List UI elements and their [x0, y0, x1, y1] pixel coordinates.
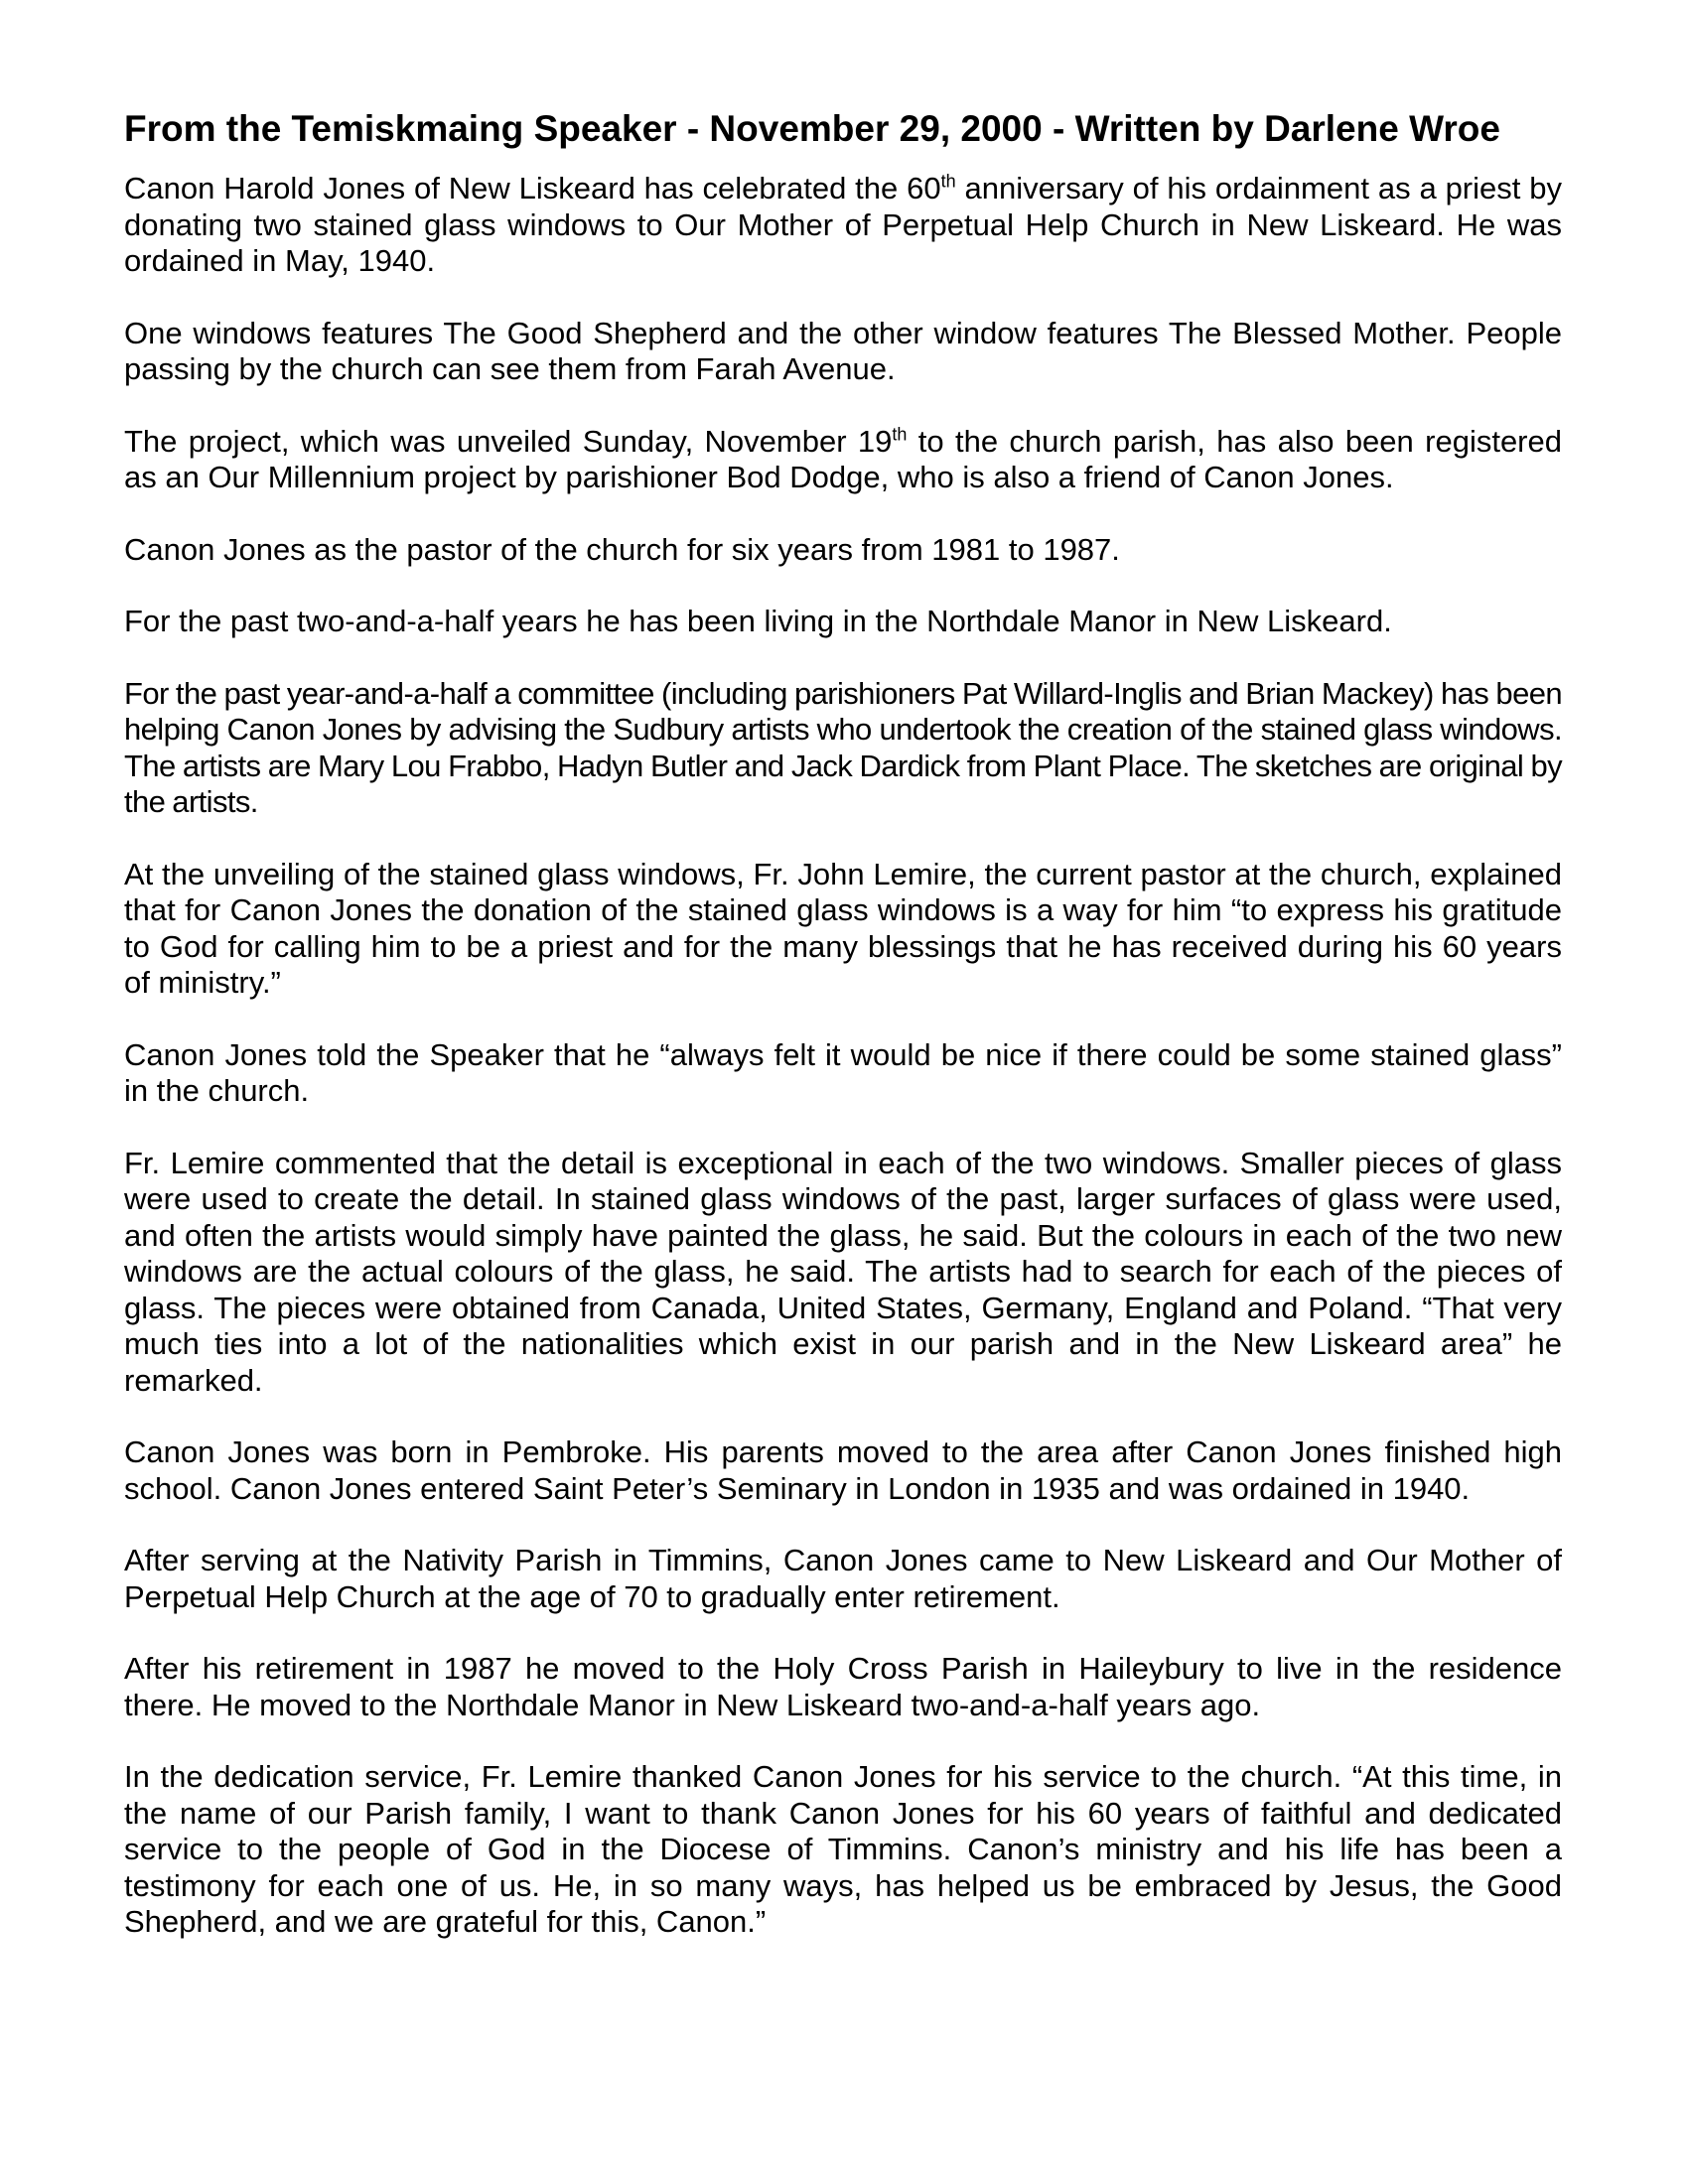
- paragraph-1-text-b: anniversary of his ordainment as a priest by donating two stained glass windows to Our Mother of Perpetual Help Church in New Liskeard. He was ordained in May, 1940.: [124, 171, 1562, 278]
- paragraph-1-text-a: Canon Harold Jones of New Liskeard has celebrated the 60: [124, 171, 941, 205]
- paragraph-3-text-b: to the church parish, has also been registered as an Our Millennium project by parishioner Bod Dodge, who is also a friend of Canon Jones.: [124, 423, 1562, 494]
- paragraph-13: In the dedication service, Fr. Lemire thanked Canon Jones for his service to the church. “At this time, in the name of our Parish family, I want to thank Canon Jones for his 60 years of faithful and dedicated service to the people of God in the Diocese of Timmins. Canon’s ministry and his life has been a testimony for each one of us. He, in so many ways, has helped us be embraced by Jesus, the Good Shepherd, and we are grateful for this, Canon.”: [124, 1759, 1562, 1939]
- paragraph-1: [124, 171, 1562, 280]
- paragraph-3-text-a: The project, which was unveiled Sunday, November 19: [124, 423, 893, 459]
- paragraph-10: Canon Jones was born in Pembroke. His parents moved to the area after Canon Jones finished high school. Canon Jones entered Saint Peter’s Seminary in London in 1935 and was ordained in 1940.: [124, 1434, 1562, 1506]
- ordinal-suffix: th: [892, 424, 908, 445]
- paragraph-12: After his retirement in 1987 he moved to the Holy Cross Parish in Haileybury to live in the residence there. He moved to the Northdale Manor in New Liskeard two-and-a-half years ago.: [124, 1651, 1562, 1722]
- article: [124, 103, 1562, 1977]
- paragraph-3: [124, 424, 1562, 496]
- paragraph-5: For the past two-and-a-half years he has been living in the Northdale Manor in New Liskeard.: [124, 604, 1392, 638]
- paragraph-6: For the past year-and-a-half a committee (including parishioners Pat Willard-Inglis and Brian Mackey) has been helping Canon Jones by advising the Sudbury artists who undertook the creation of the stained glass windows. The artists are Mary Lou Frabbo, Hadyn Butler and Jack Dardick from Plant Place. The sketches are original by the artists.: [124, 675, 1562, 819]
- paragraph-7: At the unveiling of the stained glass windows, Fr. John Lemire, the current pastor at the church, explained that for Canon Jones the donation of the stained glass windows is a way for him “to express his gratitude to God for calling him to be a priest and for the many blessings that he has received during his 60 years of ministry.”: [124, 856, 1562, 1000]
- paragraph-11: After serving at the Nativity Parish in Timmins, Canon Jones came to New Liskeard and Our Mother of Perpetual Help Church at the age of 70 to gradually enter retirement.: [124, 1543, 1562, 1614]
- paragraph-4: Canon Jones as the pastor of the church for six years from 1981 to 1987.: [124, 531, 1120, 567]
- paragraph-2: One windows features The Good Shepherd and the other window features The Blessed Mother. People passing by the church can see them from Farah Avenue.: [124, 315, 1562, 386]
- ordinal-suffix: th: [940, 171, 956, 192]
- article-title: From the Temiskmaing Speaker - November 29, 2000 - Written by Darlene Wroe: [124, 108, 1500, 149]
- paragraph-9: Fr. Lemire commented that the detail is exceptional in each of the two windows. Smaller pieces of glass were used to create the detail. In stained glass windows of the past, larger surfaces of glass were used, and often the artists would simply have painted the glass, he said. But the colours in each of the two new windows are the actual colours of the glass, he said. The artists had to search for each of the pieces of glass. The pieces were obtained from Canada, United States, Germany, England and Poland. “That very much ties into a lot of the nationalities which exist in our parish and in the New Liskeard area” he remarked.: [124, 1145, 1562, 1398]
- paragraph-8: Canon Jones told the Speaker that he “always felt it would be nice if there could be some stained glass” in the church.: [124, 1036, 1562, 1108]
